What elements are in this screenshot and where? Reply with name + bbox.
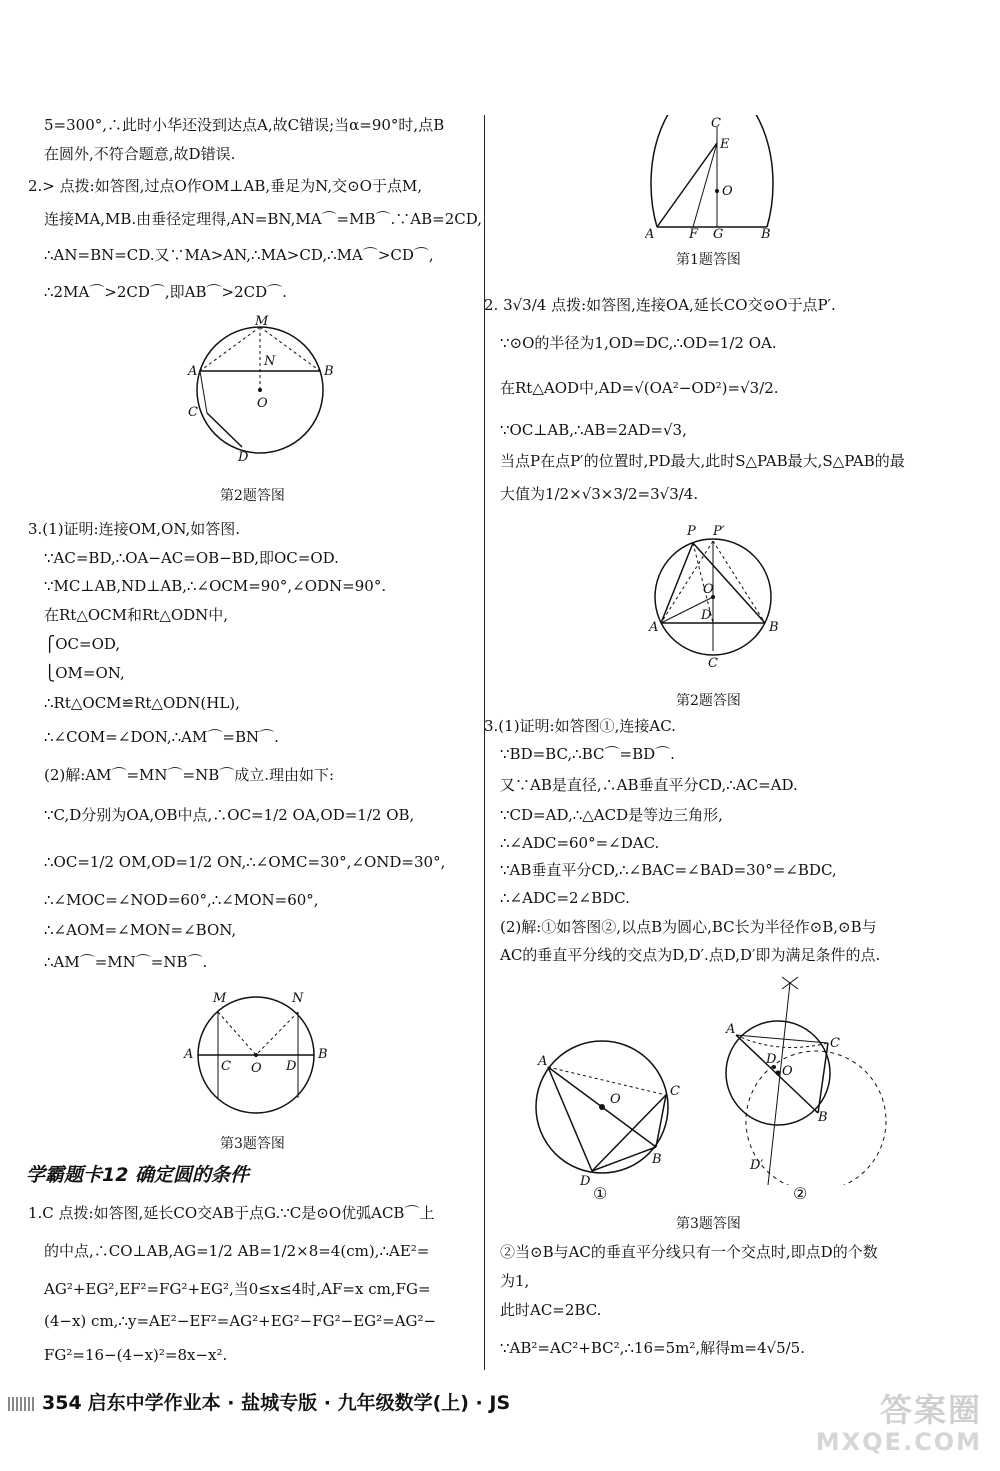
text-line: 在圆外,不符合题意,故D错误. xyxy=(44,145,236,163)
text-line: (2)解:AM⌒=MN⌒=NB⌒成立.理由如下: xyxy=(44,766,335,784)
text-line: ∵AC=BD,∴OA−AC=OB−BD,即OC=OD. xyxy=(44,549,339,567)
svg-text:B: B xyxy=(769,620,779,635)
svg-text:B: B xyxy=(818,1110,828,1125)
text-line: AC的垂直平分线的交点为D,D′.点D,D′即为满足条件的点. xyxy=(500,946,881,964)
svg-text:M: M xyxy=(213,991,227,1006)
text-line: ∴∠COM=∠DON,∴AM⌒=BN⌒. xyxy=(44,728,279,746)
text-line: 1.C 点拨:如答图,延长CO交AB于点G.∵C是⊙O优弧ACB⌒上 xyxy=(28,1204,435,1222)
figure-caption: 第1题答图 xyxy=(676,252,741,268)
svg-text:E: E xyxy=(720,137,730,152)
svg-text:B: B xyxy=(652,1152,662,1167)
text-line: ∴∠ADC=60°=∠DAC. xyxy=(500,834,660,852)
text-line: ∴∠MOC=∠NOD=60°,∴∠MON=60°, xyxy=(44,891,319,909)
svg-text:O: O xyxy=(610,1092,621,1107)
text-line: AG²+EG²,EF²=FG²+EG²,当0≤x≤4时,AF=x cm,FG= xyxy=(44,1280,431,1298)
svg-text:A: A xyxy=(188,364,198,379)
text-line: ∴OC=1/2 OM,OD=1/2 ON,∴∠OMC=30°,∠OND=30°, xyxy=(44,853,446,871)
barcode-icon xyxy=(8,1397,36,1411)
svg-text:B: B xyxy=(761,227,771,240)
svg-text:G: G xyxy=(713,227,724,240)
figure-right-q1 xyxy=(645,115,780,240)
watermark-url: MXQE.COM xyxy=(815,1428,982,1456)
svg-text:O: O xyxy=(257,396,268,411)
section-title: 学霸题卡12 确定圆的条件 xyxy=(26,1164,250,1186)
text-line: ∵BD=BC,∴BC⌒=BD⌒. xyxy=(500,745,675,763)
text-line: ∴∠ADC=2∠BDC. xyxy=(500,889,630,907)
figure-right-q3-1 xyxy=(530,1035,680,1185)
figure-left-q2 xyxy=(180,315,340,465)
text-line: ∴AN=BN=CD.又∵MA>AN,∴MA>CD,∴MA⌒>CD⌒, xyxy=(44,246,434,264)
text-line: ∵CD=AD,∴△ACD是等边三角形, xyxy=(500,806,723,824)
text-line: ∴Rt△OCM≌Rt△ODN(HL), xyxy=(44,694,240,712)
text-line: 大值为1/2×√3×3/2=3√3/4. xyxy=(500,485,699,503)
text-line: (4−x) cm,∴y=AE²−EF²=AG²+EG²−FG²−EG²=AG²− xyxy=(44,1312,437,1330)
text-line: 的中点,∴CO⊥AB,AG=1/2 AB=1/2×8=4(cm),∴AE²= xyxy=(44,1242,430,1260)
svg-text:C: C xyxy=(830,1036,840,1051)
watermark-logo: 答案圈 xyxy=(879,1391,982,1429)
text-line: 又∵AB是直径,∴AB垂直平分CD,∴AC=AD. xyxy=(500,776,798,794)
svg-text:A: A xyxy=(184,1047,194,1062)
text-line: ∴∠AOM=∠MON=∠BON, xyxy=(44,921,237,939)
text-line: 为1, xyxy=(500,1272,530,1290)
svg-text:A: A xyxy=(538,1054,548,1069)
text-line: 连接MA,MB.由垂径定理得,AN=BN,MA⌒=MB⌒.∵AB=2CD, xyxy=(44,210,482,228)
svg-text:B: B xyxy=(324,364,334,379)
text-line: ∵AB²=AC²+BC²,∴16=5m²,解得m=4√5/5. xyxy=(500,1339,805,1357)
svg-text:D: D xyxy=(701,608,712,623)
text-line: ∴AM⌒=MN⌒=NB⌒. xyxy=(44,953,208,971)
text-line: 2.> 点拨:如答图,过点O作OM⊥AB,垂足为N,交⊙O于点M, xyxy=(28,177,423,195)
text-line: 此时AC=2BC. xyxy=(500,1301,602,1319)
svg-text:D: D xyxy=(286,1059,297,1074)
svg-text:A: A xyxy=(649,620,659,635)
svg-text:D: D xyxy=(766,1052,777,1067)
text-line: ⎧OC=OD, xyxy=(44,635,121,653)
figure-caption: 第3题答图 xyxy=(220,1136,285,1152)
text-line: 5=300°,∴此时小华还没到达点A,故C错误;当α=90°时,点B xyxy=(44,116,445,134)
text-line: ∵⊙O的半径为1,OD=DC,∴OD=1/2 OA. xyxy=(500,334,777,352)
svg-text:D: D xyxy=(580,1174,591,1185)
page-footer xyxy=(8,1388,510,1415)
text-line: 2. 3√3/4 点拨:如答图,连接OA,延长CO交⊙O于点P′. xyxy=(484,296,836,314)
page-number: 354 xyxy=(42,1392,82,1414)
text-line: 3.(1)证明:连接OM,ON,如答图. xyxy=(28,520,241,538)
text-line: ②当⊙B与AC的垂直平分线只有一个交点时,即点D的个数 xyxy=(500,1243,878,1261)
svg-text:A: A xyxy=(645,227,655,240)
text-line: 在Rt△OCM和Rt△ODN中, xyxy=(44,606,229,624)
circled-number: ① xyxy=(593,1184,608,1203)
text-line: ∵MC⊥AB,ND⊥AB,∴∠OCM=90°,∠ODN=90°. xyxy=(44,577,387,595)
book-title: 启东中学作业本 · 盐城专版 · 九年级数学(上) · JS xyxy=(87,1392,511,1414)
svg-text:O: O xyxy=(722,184,733,199)
svg-text:A: A xyxy=(726,1022,736,1037)
svg-text:N: N xyxy=(292,991,304,1006)
text-line: ∵C,D分别为OA,OB中点,∴OC=1/2 OA,OD=1/2 OB, xyxy=(44,806,415,824)
svg-text:O: O xyxy=(782,1064,793,1079)
svg-text:O: O xyxy=(703,582,714,597)
svg-text:B: B xyxy=(318,1047,328,1062)
figure-right-q3-2 xyxy=(718,975,898,1185)
circled-number: ② xyxy=(793,1184,808,1203)
svg-text:C: C xyxy=(670,1084,680,1099)
text-line: 3.(1)证明:如答图①,连接AC. xyxy=(484,717,676,735)
text-line: (2)解:①如答图②,以点B为圆心,BC长为半径作⊙B,⊙B与 xyxy=(500,918,877,936)
text-line: 当点P在点P′的位置时,PD最大,此时S△PAB最大,S△PAB的最 xyxy=(500,452,905,470)
figure-left-q3 xyxy=(180,988,340,1128)
svg-text:C: C xyxy=(708,656,718,671)
svg-text:N: N xyxy=(264,354,276,369)
svg-text:P′: P′ xyxy=(713,524,725,539)
svg-text:C: C xyxy=(221,1059,231,1074)
figure-caption: 第3题答图 xyxy=(676,1216,741,1232)
text-line: 在Rt△AOD中,AD=√(OA²−OD²)=√3/2. xyxy=(500,379,779,397)
figure-caption: 第2题答图 xyxy=(676,693,741,709)
text-line: ∵OC⊥AB,∴AB=2AD=√3, xyxy=(500,421,687,439)
svg-text:D′: D′ xyxy=(750,1158,764,1173)
text-line: ∴2MA⌒>2CD⌒,即AB⌒>2CD⌒. xyxy=(44,283,287,301)
svg-text:O: O xyxy=(251,1061,262,1076)
svg-text:C: C xyxy=(188,405,198,420)
figure-caption: 第2题答图 xyxy=(220,488,285,504)
text-line: FG²=16−(4−x)²=8x−x². xyxy=(44,1346,228,1364)
figure-right-q2 xyxy=(645,523,790,673)
text-line: ∵AB垂直平分CD,∴∠BAC=∠BAD=30°=∠BDC, xyxy=(500,861,837,879)
svg-text:D: D xyxy=(238,450,249,465)
text-line: ⎩OM=ON, xyxy=(44,664,125,682)
svg-text:P: P xyxy=(687,524,696,539)
svg-text:M: M xyxy=(255,315,269,329)
svg-text:F: F xyxy=(689,227,699,240)
svg-text:C: C xyxy=(711,116,721,131)
